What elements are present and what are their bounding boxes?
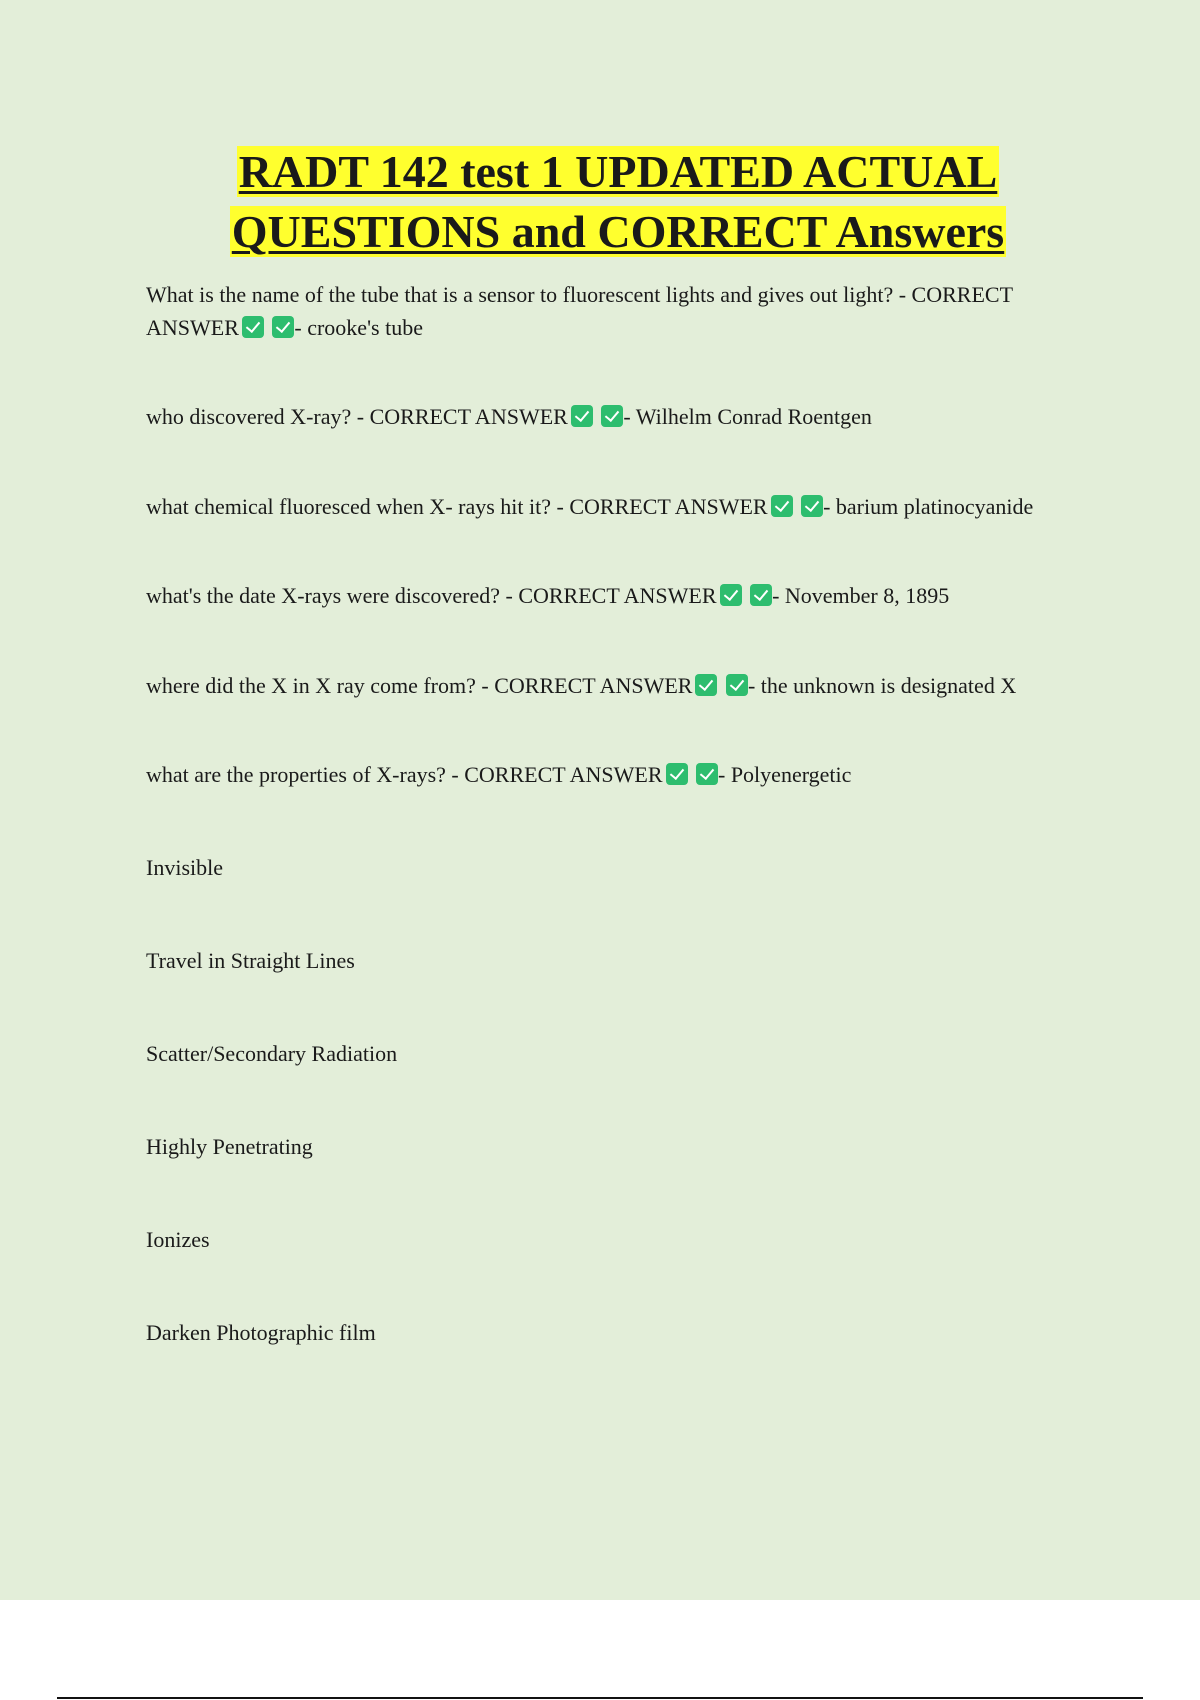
check-mark-icon	[771, 495, 793, 517]
answer-text: - the unknown is designated X	[747, 673, 1017, 698]
answer-text: - Polyenergetic	[718, 762, 852, 787]
check-mark-icon	[601, 405, 623, 427]
answer-text: - November 8, 1895	[772, 583, 950, 608]
answer-text: - Wilhelm Conrad Roentgen	[623, 404, 872, 429]
answer-marker: CORRECT ANSWER	[569, 494, 768, 519]
qa-item-1	[146, 278, 1096, 344]
question-text: what's the date X-rays were discovered? -	[146, 583, 519, 608]
property-item: Travel in Straight Lines	[146, 948, 355, 973]
question-text: What is the name of the tube that is a sensor to fluorescent lights and gives out light? -	[146, 282, 912, 307]
property-item: Highly Penetrating	[146, 1134, 313, 1159]
check-mark-icon	[242, 316, 264, 338]
qa-item-2	[146, 400, 1096, 433]
answer-marker: CORRECT ANSWER	[494, 673, 693, 698]
answer-text: - crooke's tube	[294, 315, 423, 340]
qa-item-3	[146, 490, 1096, 523]
footer-divider	[57, 1697, 1143, 1699]
answer-marker: CORRECT ANSWER	[518, 583, 717, 608]
answer-marker: CORRECT ANSWER	[369, 404, 568, 429]
check-mark-icon	[272, 316, 294, 338]
answer-text: - barium platinocyanide	[823, 494, 1034, 519]
question-text: what are the properties of X-rays? -	[146, 762, 465, 787]
answer-marker: CORRECT ANSWER	[464, 762, 663, 787]
qa-item-6	[146, 758, 1096, 791]
property-item: Darken Photographic film	[146, 1320, 376, 1345]
qa-item-5	[146, 669, 1096, 702]
check-mark-icon	[696, 763, 718, 785]
check-mark-icon	[571, 405, 593, 427]
check-mark-icon	[695, 674, 717, 696]
property-item: Scatter/Secondary Radiation	[146, 1041, 398, 1066]
property-item: Invisible	[146, 855, 223, 880]
qa-item-4	[146, 579, 1096, 612]
question-text: who discovered X-ray? -	[146, 404, 370, 429]
title-line-2: QUESTIONS and CORRECT Answers	[231, 206, 1005, 257]
qa-list	[146, 278, 1096, 1349]
check-mark-icon	[666, 763, 688, 785]
document-title	[0, 142, 1200, 262]
check-mark-icon	[801, 495, 823, 517]
check-mark-icon	[720, 584, 742, 606]
title-line-1: RADT 142 test 1 UPDATED ACTUAL	[238, 146, 998, 197]
question-text: where did the X in X ray come from? -	[146, 673, 495, 698]
question-text: what chemical fluoresced when X- rays hit it? -	[146, 494, 570, 519]
check-mark-icon	[726, 674, 748, 696]
answer-marker: CORRECT ANSWER	[146, 282, 1013, 340]
property-item: Ionizes	[146, 1227, 210, 1252]
check-mark-icon	[750, 584, 772, 606]
